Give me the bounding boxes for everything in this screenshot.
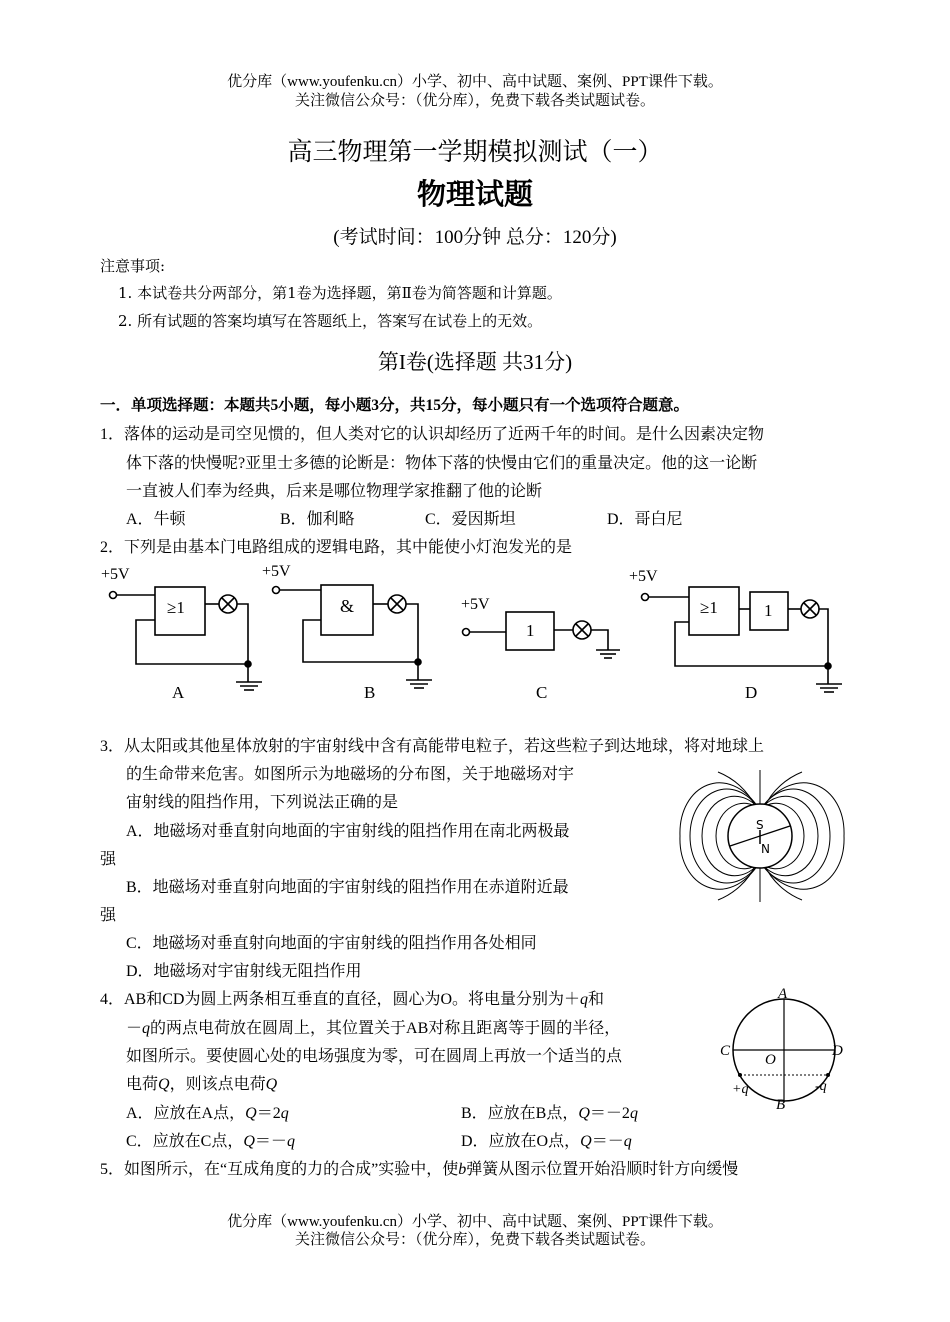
header-line-2: 关注微信公众号：（优分库），免费下载各类试题试卷。 — [294, 93, 655, 109]
q3-line: 3．从太阳或其他星体放射的宇宙射线中含有高能带电粒子，若这些粒子到达地球，将对地球上 — [100, 738, 765, 755]
footer-line-1: 优分库（www.youfenku.cn）小学、初中、高中试题、案例、PPT课件下载。 — [227, 1214, 723, 1230]
q1-option-d: D．哥白尼 — [607, 511, 683, 528]
point-b-label: B — [776, 1097, 786, 1113]
note-item: 2. 所有试题的答案均填写在答题纸上，答案写在试卷上的无效。 — [118, 312, 543, 330]
circuit-b-supply: +5V — [262, 563, 291, 580]
circuit-d-gate-1: ≥1 — [700, 598, 718, 617]
q1-line: 1．落体的运动是司空见惯的，但人类对它的认识却经历了近两千年的时间。是什么因素决定物 — [100, 426, 765, 443]
part-title: 一．单项选择题：本题共5小题，每小题3分，共15分，每小题只有一个选项符合题意。 — [100, 397, 690, 414]
q4-line-4: 电荷Q，则该点电荷Q — [126, 1076, 278, 1093]
q3-line: 的生命带来危害。如图所示为地磁场的分布图，关于地磁场对宇 — [126, 766, 575, 783]
pole-n-label: N — [761, 842, 770, 856]
q3-option-d: D．地磁场对宇宙射线无阻挡作用 — [126, 963, 362, 980]
note-item: 1. 本试卷共分两部分，第1卷为选择题，第Ⅱ卷为简答题和计算题。 — [118, 284, 562, 302]
point-c-label: C — [720, 1043, 731, 1059]
q5-line: 5．如图所示，在“互成角度的力的合成”实验中，使b弹簧从图示位置开始沿顺时针方向缓慢 — [100, 1161, 739, 1178]
q1-line: 体下落的快慢呢?亚里士多德的论断是：物体下落的快慢由它们的重量决定。他的这一论断 — [126, 455, 758, 472]
page-subtitle: 物理试题 — [416, 179, 533, 211]
notes-heading: 注意事项: — [100, 257, 166, 275]
q4-option-d: D．应放在O点，Q＝－q — [461, 1133, 632, 1150]
circuit-c-label: C — [536, 683, 548, 702]
q4-option-a: A．应放在A点，Q＝2q — [126, 1105, 289, 1122]
circuit-a-gate: ≥1 — [167, 598, 185, 617]
page-title: 高三物理第一学期模拟测试（一） — [287, 139, 663, 166]
section-title: 第I卷(选择题 共31分) — [377, 350, 573, 374]
q4-option-c: C．应放在C点，Q＝－q — [126, 1133, 295, 1150]
q1-line: 一直被人们奉为经典，后来是哪位物理学家推翻了他的论断 — [126, 483, 543, 500]
q3-option-b: B．地磁场对垂直射向地面的宇宙射线的阻挡作用在赤道附近最 — [126, 879, 569, 896]
q4-line-1: 4．AB和CD为圆上两条相互垂直的直径，圆心为O。将电量分别为＋q和 — [100, 991, 605, 1008]
circuit-c-supply: +5V — [461, 596, 490, 613]
earth-magnetic-field-figure — [678, 770, 848, 902]
q1-option-b: B．伽利略 — [280, 511, 355, 528]
positive-charge-label: +q — [732, 1082, 749, 1097]
circuit-b-gate: & — [340, 596, 355, 616]
circuit-a-label: A — [172, 683, 185, 702]
point-a-label: A — [778, 986, 788, 1002]
q4-line-2: －q的两点电荷放在圆周上，其位置关于AB对称且距离等于圆的半径， — [126, 1020, 621, 1037]
point-o-label: O — [765, 1052, 776, 1068]
q3-option-c: C．地磁场对垂直射向地面的宇宙射线的阻挡作用各处相同 — [126, 935, 537, 952]
exam-info: (考试时间：100分钟 总分：120分) — [333, 227, 617, 248]
header-line-1: 优分库（www.youfenku.cn）小学、初中、高中试题、案例、PPT课件下载。 — [227, 74, 723, 90]
circuit-d-supply: +5V — [629, 568, 658, 585]
circuit-a-supply: +5V — [101, 566, 130, 583]
circuit-c-gate: 1 — [526, 621, 535, 640]
q1-option-c: C．爱因斯坦 — [425, 511, 516, 528]
q1-option-a: A．牛顿 — [126, 511, 186, 528]
q4-line-3: 如图所示。要使圆心处的电场强度为零，可在圆周上再放一个适当的点 — [126, 1048, 623, 1065]
footer-line-2: 关注微信公众号：（优分库），免费下载各类试题试卷。 — [294, 1232, 655, 1248]
negative-charge-label: -q — [815, 1079, 827, 1094]
circuit-d-gate-2: 1 — [764, 601, 773, 620]
q2-text: 2．下列是由基本门电路组成的逻辑电路，其中能使小灯泡发光的是 — [100, 539, 573, 556]
q3-option-a: A．地磁场对垂直射向地面的宇宙射线的阻挡作用在南北两极最 — [126, 823, 570, 840]
pole-s-label: S — [756, 818, 764, 832]
q3-option-b-cont: 强 — [100, 907, 117, 924]
circuit-b-label: B — [364, 683, 376, 702]
circuit-d-label: D — [745, 683, 758, 702]
point-d-label: D — [832, 1043, 843, 1059]
q3-option-a-cont: 强 — [100, 851, 117, 868]
q4-option-b: B．应放在B点，Q＝－2q — [461, 1105, 638, 1122]
q3-line: 宙射线的阻挡作用，下列说法正确的是 — [126, 794, 399, 811]
